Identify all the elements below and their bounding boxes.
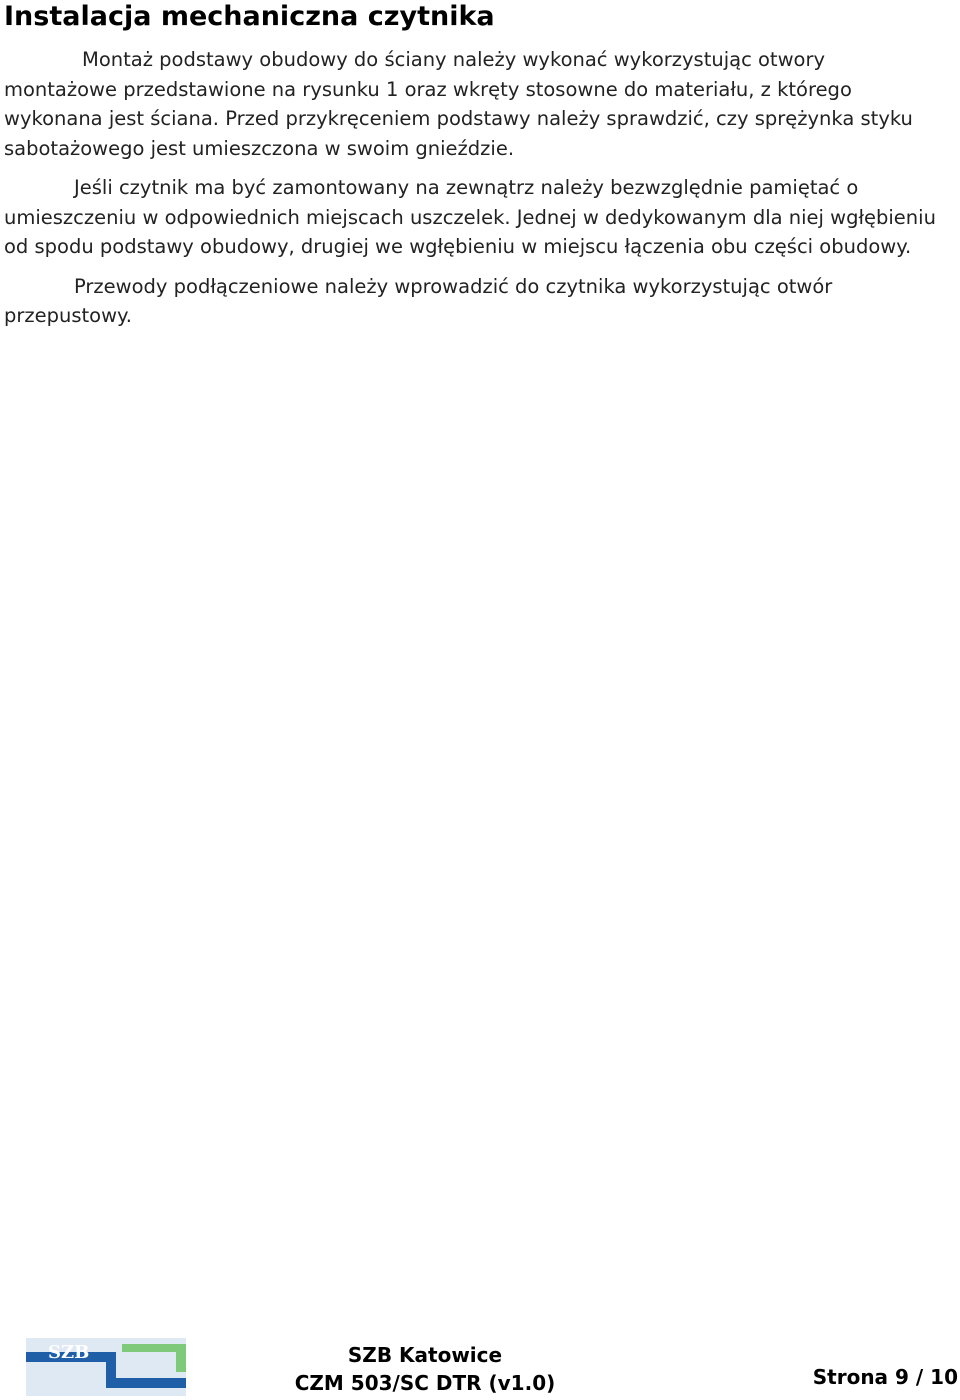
paragraph-mounting: Montaż podstawy obudowy do ściany należy wykonać wykorzystując otwory montażowe przedstawione na rysunku 1 oraz wkręty stosowne do materiału, z którego wykonana jest ściana. Przed przykręceniem podstawy należy sprawdzić, czy sprężynka styku sabotażowego jest umieszczona w swoim gnieździe. <box>4 48 913 160</box>
footer-company: SZB Katowice <box>347 1343 503 1367</box>
footer-doc-code: CZM 503/SC DTR (v1.0) <box>294 1371 556 1395</box>
document-body <box>4 45 944 341</box>
szb-logo <box>26 1338 186 1396</box>
logo-text: SZB <box>48 1342 90 1363</box>
paragraph-outdoor-seals: Jeśli czytnik ma być zamontowany na zewnątrz należy bezwzględnie pamiętać o umieszczeniu w odpowiednich miejscach uszczelek. Jednej w dedykowanym dla niej wgłębieniu od spodu podstawy obudowy, drugiej we wgłębieniu w miejscu łączenia obu części obudowy. <box>4 176 936 258</box>
footer-page-number: Strona 9 / 10 <box>812 1365 958 1389</box>
footer-company-block <box>270 1341 580 1397</box>
paragraph-cable-entry: Przewody podłączeniowe należy wprowadzić do czytnika wykorzystując otwór przepustowy. <box>4 274 833 327</box>
page-footer <box>0 1335 960 1398</box>
szb-logo-graphic <box>26 1338 186 1396</box>
page-title: Instalacja mechaniczna czytnika <box>4 1 495 32</box>
